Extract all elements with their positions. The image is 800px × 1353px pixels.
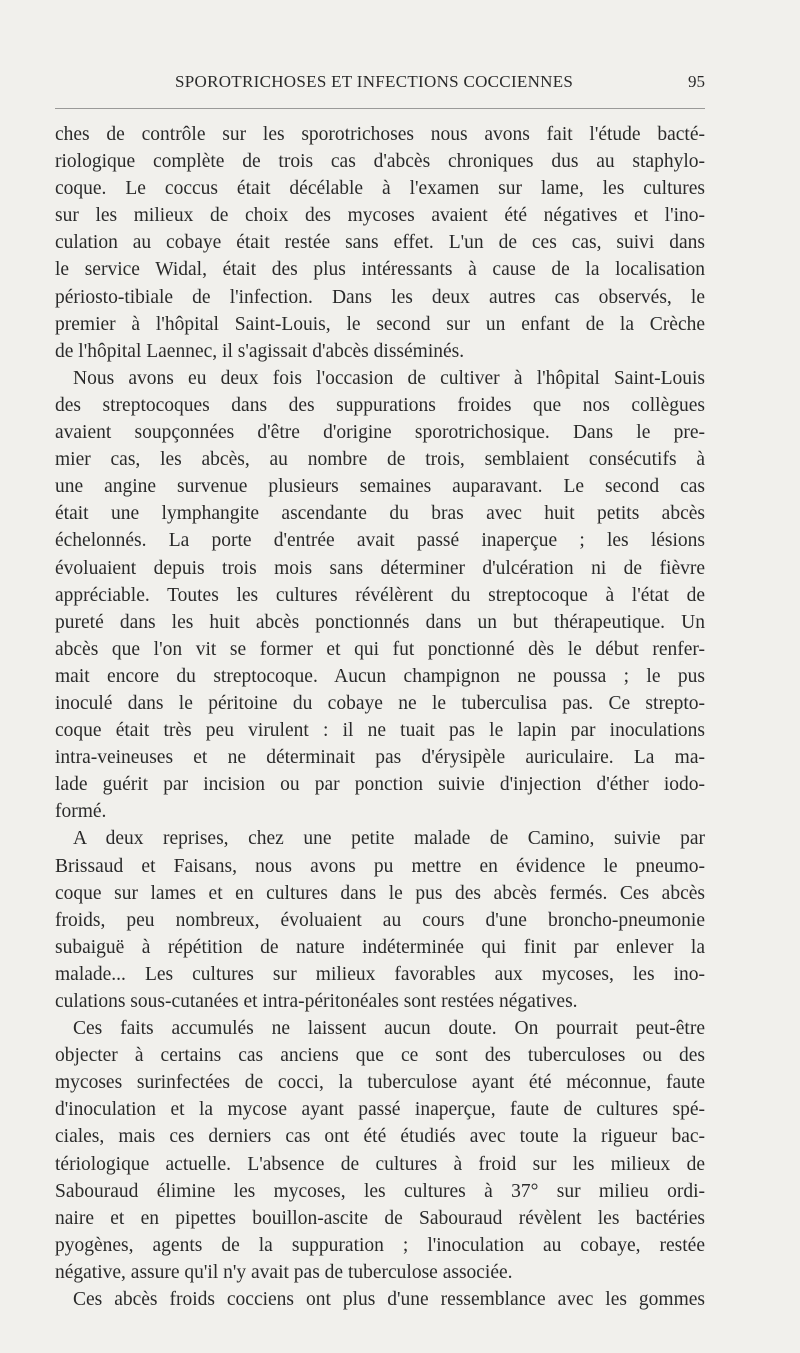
- text-line: Ces abcès froids cocciens ont plus d'une ressemblance avec les gommes: [73, 1289, 705, 1311]
- text-line: échelonnés. La porte d'entrée avait passé inaperçue ; les lésions: [55, 530, 705, 552]
- text-line: objecter à certains cas anciens que ce sont des tuberculoses ou des: [55, 1045, 705, 1067]
- text-line: Nous avons eu deux fois l'occasion de cultiver à l'hôpital Saint-Louis: [73, 367, 705, 389]
- text-line: lade guérit par incision ou par ponction suivie d'injection d'éther iodo-: [55, 774, 705, 796]
- text-line: sur les milieux de choix des mycoses avaient été négatives et l'ino-: [55, 205, 705, 227]
- text-line: de l'hôpital Laennec, il s'agissait d'abcès disséminés.: [55, 340, 465, 362]
- text-line: d'inoculation et la mycose ayant passé inaperçue, faute de cultures spé-: [55, 1099, 705, 1121]
- header-rule: [55, 108, 705, 109]
- text-line: ciales, mais ces derniers cas ont été étudiés avec toute la rigueur bac-: [55, 1126, 705, 1148]
- text-line: culation au cobaye était restée sans effet. L'un de ces cas, suivi dans: [55, 232, 705, 254]
- text-line: abcès que l'on vit se former et qui fut ponctionné dès le début renfer-: [55, 638, 705, 660]
- text-line: des streptocoques dans des suppurations froides que nos collègues: [55, 394, 705, 416]
- text-line: naire et en pipettes bouillon-ascite de Sabouraud révèlent les bactéries: [55, 1207, 705, 1229]
- text-line: inoculé dans le péritoine du cobaye ne le tuberculisa pas. Ce strepto-: [55, 692, 705, 714]
- text-line: coque sur lames et en cultures dans le pus des abcès fermés. Ces abcès: [55, 882, 705, 904]
- text-line: ches de contrôle sur les sporotrichoses nous avons fait l'étude bacté-: [55, 124, 705, 145]
- running-title: SPOROTRICHOSES ET INFECTIONS COCCIENNES: [175, 72, 574, 91]
- text-line: mier cas, les abcès, au nombre de trois, semblaient consécutifs à: [55, 449, 705, 471]
- text-line: coque était très peu virulent : il ne tuait pas le lapin par inoculations: [55, 720, 705, 742]
- text-line: culations sous-cutanées et intra-péritonéales sont restées négatives.: [55, 991, 578, 1012]
- text-line: périosto-tibiale de l'infection. Dans les deux autres cas observés, le: [55, 286, 705, 308]
- text-line: subaiguë à répétition de nature indéterminée qui finit par enlever la: [55, 936, 705, 958]
- text-line: le service Widal, était des plus intéressants à cause de la localisation: [55, 259, 705, 281]
- body-text: [55, 121, 705, 1313]
- text-line: riologique complète de trois cas d'abcès chroniques dus au staphylo-: [55, 151, 705, 173]
- text-line: Brissaud et Faisans, nous avons pu mettre en évidence le pneumo-: [55, 855, 705, 877]
- text-line: premier à l'hôpital Saint-Louis, le second sur un enfant de la Crèche: [55, 313, 705, 335]
- text-line: négative, assure qu'il n'y avait pas de tuberculose associée.: [55, 1261, 513, 1283]
- text-line: Sabouraud élimine les mycoses, les cultures à 37° sur milieu ordi-: [55, 1180, 705, 1202]
- text-line: une angine survenue plusieurs semaines auparavant. Le second cas: [55, 476, 705, 498]
- running-head: [55, 72, 705, 98]
- text-line: Ces faits accumulés ne laissent aucun doute. On pourrait peut-être: [73, 1018, 705, 1040]
- text-line: était une lymphangite ascendante du bras avec huit petits abcès: [55, 503, 705, 525]
- text-line: formé.: [55, 801, 107, 823]
- text-line: mycoses surinfectées de cocci, la tuberculose ayant été méconnue, faute: [55, 1072, 705, 1094]
- text-line: malade... Les cultures sur milieux favorables aux mycoses, les ino-: [55, 963, 705, 985]
- text-line: pyogènes, agents de la suppuration ; l'inoculation au cobaye, restée: [55, 1234, 705, 1256]
- text-line: avaient soupçonnées d'être d'origine sporotrichosique. Dans le pre-: [55, 422, 705, 444]
- text-line: appréciable. Toutes les cultures révélèrent du streptocoque à l'état de: [55, 584, 705, 606]
- text-line: coque. Le coccus était décélable à l'examen sur lame, les cultures: [55, 178, 705, 200]
- text-line: intra-veineuses et ne déterminait pas d'érysipèle auriculaire. La ma-: [55, 747, 705, 769]
- text-line: évoluaient depuis trois mois sans déterminer d'ulcération ni de fièvre: [55, 557, 705, 579]
- text-line: mait encore du streptocoque. Aucun champignon ne poussa ; le pus: [55, 665, 705, 687]
- text-line: tériologique actuelle. L'absence de cultures à froid sur les milieux de: [55, 1153, 705, 1175]
- text-line: A deux reprises, chez une petite malade de Camino, suivie par: [73, 828, 705, 850]
- text-line: froids, peu nombreux, évoluaient au cours d'une broncho-pneumonie: [55, 909, 705, 931]
- text-line: pureté dans les huit abcès ponctionnés dans un but thérapeutique. Un: [55, 611, 705, 633]
- page-number: 95: [688, 72, 705, 91]
